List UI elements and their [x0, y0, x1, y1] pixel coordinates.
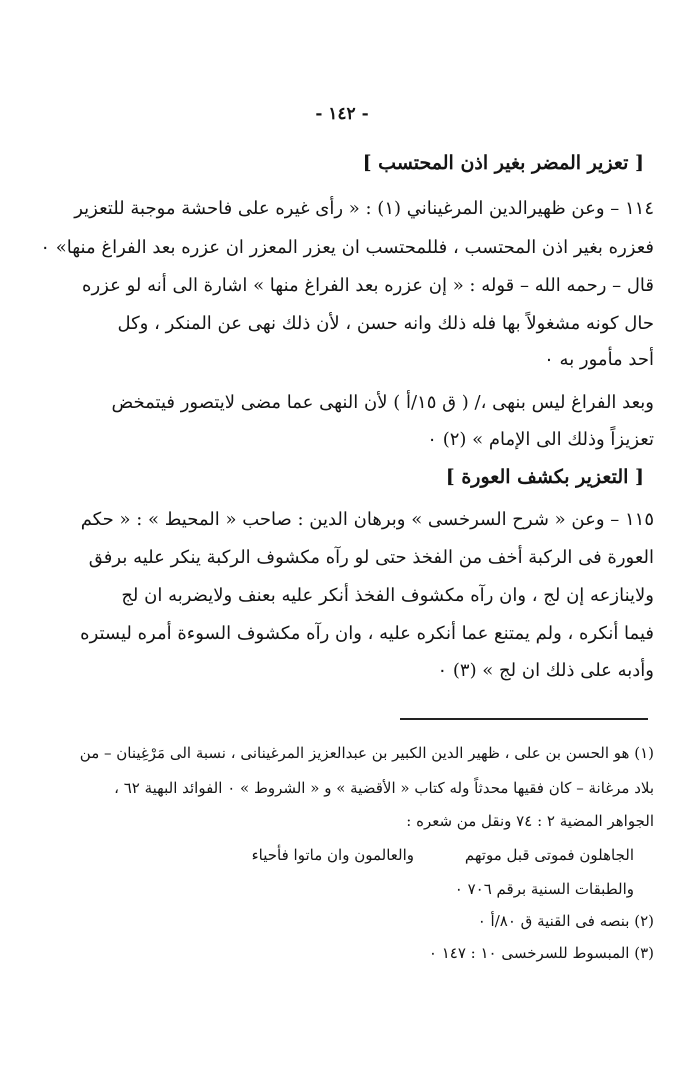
footnote-line: والطبقات السنية برقم ٧٠٦ ٠ — [454, 880, 634, 898]
footnote-line: الجواهر المضية ٢ : ٧٤ ونقل من شعره : — [406, 812, 654, 830]
body-line: ١١٥ – وعن « شرح السرخسى » وبرهان الدين : صاحب « المحيط » : « حكم — [80, 509, 654, 530]
body-line: أحد مأمور به ٠ — [544, 349, 654, 370]
body-line: العورة فى الركبة أخف من الفخذ حتى لو رآه مكشوف الركبة ينكر عليه برفق — [88, 547, 654, 568]
footnote-line: (١) هو الحسن بن على ، ظهير الدين الكبير بن عبدالعزيز المرغينانى ، نسبة الى مَرْغِينان – من — [79, 744, 654, 762]
section-heading: [ تعزير المضر بغير اذن المحتسب ] — [362, 152, 644, 174]
body-line: قال – رحمه الله – قوله : « إن عزره بعد الفراغ منها » اشارة الى أنه لو عزره — [82, 275, 654, 296]
body-line: فعزره بغير اذن المحتسب ، فللمحتسب ان يعزر المعزر ان عزره بعد الفراغ منها» ٠ — [40, 237, 654, 258]
body-line: حال كونه مشغولاً بها فله ذلك وانه حسن ، لأن ذلك نهى عن المنكر ، وكل — [117, 313, 654, 334]
body-line: فيما أنكره ، ولم يمتنع عما أنكره عليه ، وان رآه مكشوف السوءة أمره ليستره — [80, 623, 654, 644]
verse-hemistich-left: والعالمون وان ماتوا فأحياء — [251, 846, 414, 864]
body-line: تعزيزاً وذلك الى الإمام » (٢) ٠ — [427, 429, 654, 450]
verse-hemistich-right: الجاهلون فموتى قبل موتهم — [464, 846, 634, 864]
footnote-line: بلاد مرغانة – كان فقيها محدثاً وله كتاب « الأقضية » و « الشروط » ٠ الفوائد البهية ٦٢ ، — [114, 779, 654, 797]
body-line: ١١٤ – وعن ظهيرالدين المرغيناني (١) : « رأى غيره على فاحشة موجبة للتعزير — [74, 198, 654, 219]
body-line: ولاينازعه إن لج ، وان رآه مكشوف الفخذ أنكر عليه بعنف ولايضربه ان لج — [121, 585, 654, 606]
footnote-3: (٣) المبسوط للسرخسى ١٠ : ١٤٧ ٠ — [428, 944, 654, 962]
body-line: وبعد الفراغ ليس بنهى ،/ ( ق ١٥/أ ) لأن النهى عما مضى لايتصور فيتمخض — [111, 392, 654, 413]
section-heading: [ التعزير بكشف العورة ] — [445, 466, 644, 488]
page-number: - ١٤٢ - — [315, 104, 369, 124]
body-line: وأدبه على ذلك ان لج » (٣) ٠ — [437, 660, 654, 681]
footnote-divider — [400, 718, 648, 720]
footnote-2: (٢) بنصه فى القنية ق ٨٠/أ ٠ — [477, 912, 654, 930]
